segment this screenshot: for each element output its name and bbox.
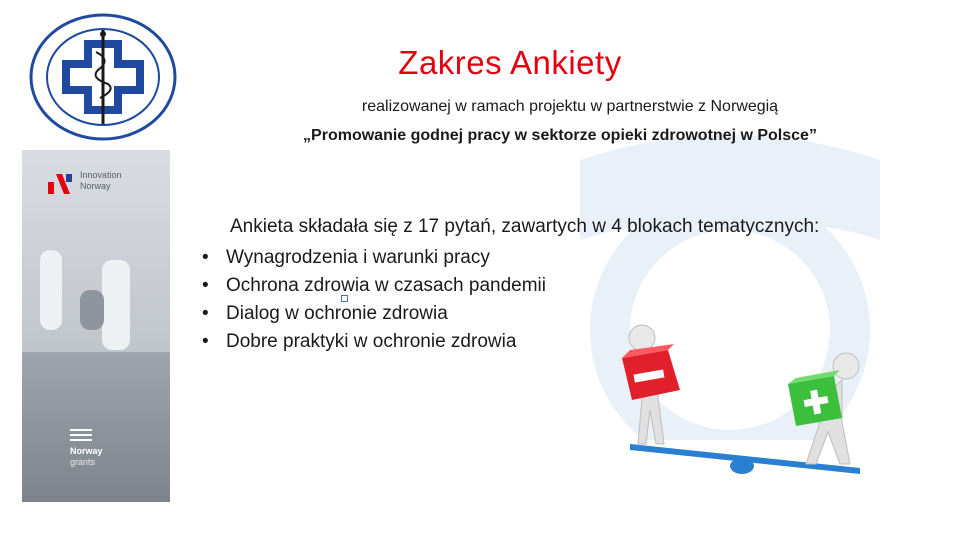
grants-label: grants: [70, 457, 96, 467]
intro-text: Ankieta składała się z 17 pytań, zawartych w 4 blokach tematycznych:: [230, 216, 820, 237]
norway-grants-logo: [70, 428, 103, 468]
list-item-label: Ochrona zdrowia w czasach pandemii: [226, 275, 546, 296]
list-item-label: Dialog w ochronie zdrowia: [226, 303, 448, 324]
nurse-figure: [102, 260, 130, 350]
seesaw-illustration: [620, 318, 870, 478]
bullet-marker: •: [202, 275, 209, 296]
project-name: „Promowanie godnej pracy w sektorze opieki zdrowotnej w Polsce”: [303, 127, 817, 144]
list-item-label: Dobre praktyki w ochronie zdrowia: [226, 331, 517, 352]
list-item: [202, 244, 546, 272]
nurse-figure: [40, 250, 62, 330]
slide-title: Zakres Ankiety: [398, 44, 622, 81]
topic-list: [202, 244, 546, 356]
slide-subtitle: realizowanej w ramach projektu w partnerstwie z Norwegią: [361, 98, 779, 115]
innovation-norway-mark-icon: [48, 172, 74, 194]
brand-label: Norway: [80, 181, 111, 191]
norway-grants-mark-icon: [70, 429, 92, 441]
list-item: [202, 328, 546, 356]
grants-label: Norway: [70, 446, 103, 456]
list-item: [202, 272, 546, 300]
brand-label: Innovation: [80, 170, 122, 180]
list-item: [202, 300, 546, 328]
bullet-marker: •: [202, 331, 209, 352]
bullet-marker: •: [202, 303, 209, 324]
list-item-label: Wynagrodzenia i warunki pracy: [226, 247, 490, 268]
hospital-corridor-floor: [22, 352, 170, 502]
union-logo: [28, 12, 178, 142]
wheelchair-figure: [80, 290, 104, 330]
sidebar-banner-image: [22, 150, 170, 502]
text-cursor-handle[interactable]: [341, 295, 348, 302]
bullet-marker: •: [202, 247, 209, 268]
innovation-norway-logo: [62, 170, 162, 192]
